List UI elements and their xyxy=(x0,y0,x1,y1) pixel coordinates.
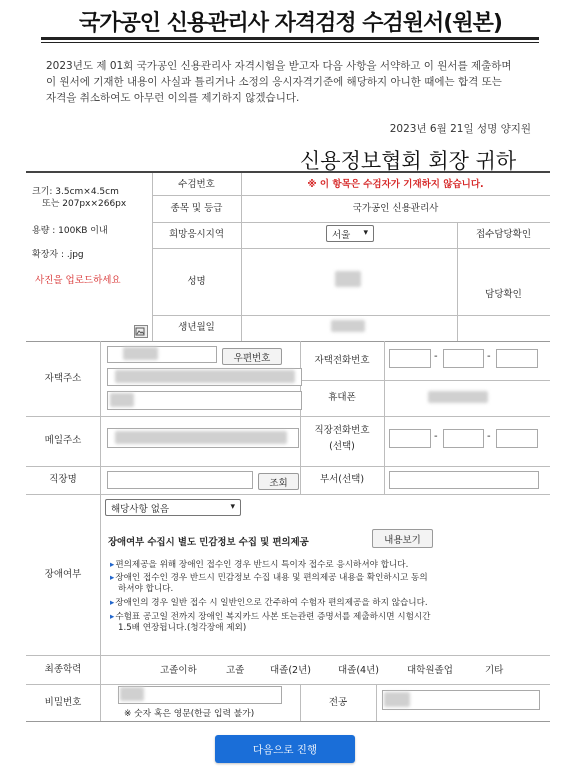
birthdate-label: 생년월일 xyxy=(178,322,215,333)
work-phone-label: 직장전화번호 xyxy=(314,425,370,436)
birthdate-value-redacted xyxy=(331,320,365,332)
mobile-value-redacted xyxy=(428,391,488,403)
education-option-5[interactable]: 대학원졸업 xyxy=(407,665,453,676)
major-label: 전공 xyxy=(328,696,348,708)
education-option-2[interactable]: 고졸 xyxy=(226,665,245,676)
name-value-redacted xyxy=(335,271,361,287)
education-label: 최종학력 xyxy=(44,663,82,675)
title-underline-thick xyxy=(41,37,539,40)
photo-size-label-alt: 또는 207px×266px xyxy=(42,199,127,209)
disability-note-4: ▸수험표 공고일 전까지 장애인 복지카드 사본 또는관련 증명서를 제출하시면 시험시간 1.5배 연장됩니다.(청각장애 제외) xyxy=(110,612,431,633)
receipt-confirm-label: 접수담당확인 xyxy=(475,229,532,240)
disability-info-title: 장애여부 수집시 별도 민감정보 수집 및 편의제공 xyxy=(108,537,309,548)
major-value-redacted xyxy=(384,692,410,707)
manager-confirm-label: 담당확인 xyxy=(485,288,522,300)
photo-size-info xyxy=(32,186,126,210)
password-hint: ※ 숫자 혹은 영문(한글 입력 불가) xyxy=(124,709,255,719)
work-phone-part2[interactable] xyxy=(443,429,484,448)
home-phone-part3[interactable] xyxy=(496,349,538,368)
education-option-1[interactable]: 고졸이하 xyxy=(160,665,197,676)
password-value-redacted xyxy=(120,687,144,701)
department-label: 부서(선택) xyxy=(319,474,365,485)
name-label: 성명 xyxy=(187,275,206,287)
email-label: 메일주소 xyxy=(44,435,82,446)
photo-extension: 확장자 : .jpg xyxy=(32,250,84,260)
work-phone-part3[interactable] xyxy=(496,429,538,448)
image-upload-icon[interactable] xyxy=(134,325,148,338)
workplace-label: 직장명 xyxy=(49,474,77,485)
exam-number-label: 수검번호 xyxy=(178,179,215,190)
title-underline-thin xyxy=(41,42,539,43)
work-phone-part1[interactable] xyxy=(389,429,431,448)
password-label: 비밀번호 xyxy=(44,696,82,708)
home-phone-part1[interactable] xyxy=(389,349,431,368)
exam-number-notice: ※ 이 항목은 수검자가 기재하지 않습니다. xyxy=(307,179,484,190)
pledge-line-1: 2023년도 제 01회 국가공인 신용관리사 자격시험을 받고자 다음 사항을 서약하고 이 원서를 제출하며 xyxy=(46,60,512,72)
department-input[interactable] xyxy=(389,471,539,489)
exam-type-grade-label: 종목 및 등급 xyxy=(170,202,223,214)
exam-type-grade-value: 국가공인 신용관리사 xyxy=(352,202,439,214)
page-title: 국가공인 신용관리사 자격검정 수검원서(원본) xyxy=(79,11,502,36)
photo-upload-prompt[interactable]: 사진을 업로드하세요 xyxy=(35,275,121,286)
address-line1-redacted xyxy=(115,370,295,383)
pledge-line-2: 이 원서에 기재한 내용이 사실과 틀리거나 소정의 응시자격기준에 해당하지 아니한 때에는 합격 또는 xyxy=(46,76,502,88)
workplace-input[interactable] xyxy=(107,471,253,489)
view-details-button[interactable]: 내용보기 xyxy=(372,529,433,548)
pledge-line-3: 자격을 취소하여도 아무런 이의를 제기하지 않겠습니다. xyxy=(46,92,300,104)
disability-select[interactable] xyxy=(105,499,241,516)
disability-select-value: 해당사항 없음 xyxy=(111,503,170,515)
region-select[interactable] xyxy=(326,225,374,242)
workplace-search-button[interactable]: 조회 xyxy=(258,473,299,490)
zipcode-button[interactable]: 우편번호 xyxy=(222,348,282,365)
mobile-label: 휴대폰 xyxy=(328,392,356,403)
work-phone-optional: (선택) xyxy=(329,441,355,452)
photo-size-label: 크기: 3.5cm×4.5cm xyxy=(32,187,119,197)
disability-label: 장애여부 xyxy=(44,568,82,580)
signature-date: 2023년 6월 21일 성명 양지원 xyxy=(389,123,531,135)
disability-note-2: ▸장애인 접수인 경우 반드시 민감정보 수집 내용 및 편의제공 내용을 확인하시고 동의 하셔야 합니다. xyxy=(110,573,428,594)
education-option-6[interactable]: 기타 xyxy=(485,665,504,676)
education-option-4[interactable]: 대졸(4년) xyxy=(338,665,379,676)
home-phone-part2[interactable] xyxy=(443,349,484,368)
home-address-label: 자택주소 xyxy=(44,372,82,384)
disability-note-3: ▸장애인의 경우 일반 접수 시 일반인으로 간주하여 수험자 편의제공을 하지 않습니다. xyxy=(110,598,428,608)
pledge-text xyxy=(46,58,546,106)
education-option-3[interactable]: 대졸(2년) xyxy=(270,665,311,676)
region-select-value: 서울 xyxy=(332,229,351,241)
home-phone-label: 자택전화번호 xyxy=(314,354,370,366)
zipcode-value-redacted xyxy=(123,347,158,360)
address-line2-redacted xyxy=(110,393,134,407)
email-value-redacted xyxy=(115,431,287,444)
chevron-down-icon: ▾ xyxy=(230,502,235,512)
next-step-button[interactable]: 다음으로 진행 xyxy=(215,735,355,763)
work-phone-label-group xyxy=(300,414,384,464)
addressee: 신용정보협회 회장 귀하 xyxy=(300,149,517,173)
photo-capacity: 용량 : 100KB 이내 xyxy=(32,226,108,236)
preferred-region-label: 희망응시지역 xyxy=(168,229,225,240)
disability-note-1: ▸편의제공을 위해 장애인 접수인 경우 반드시 특이자 접수로 응시하셔야 합니다. xyxy=(110,560,409,570)
address-line2-input[interactable] xyxy=(107,391,302,410)
chevron-down-icon: ▾ xyxy=(363,228,368,238)
